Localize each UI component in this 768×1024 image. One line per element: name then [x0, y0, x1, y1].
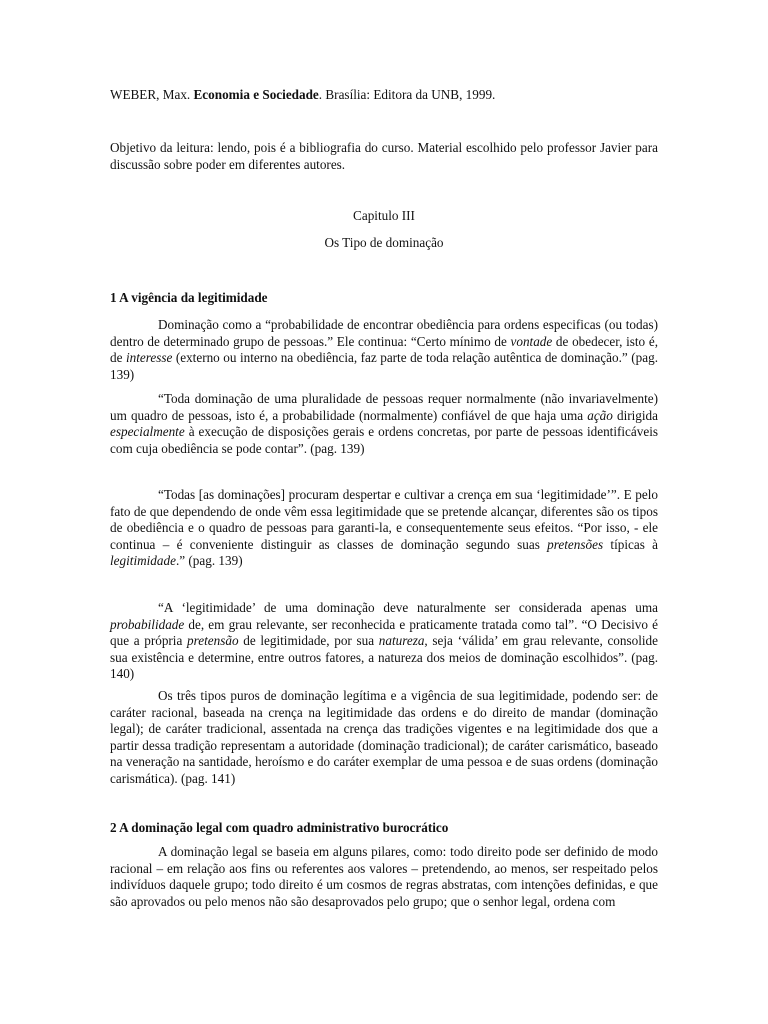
- section-heading-1: 1 A vigência da legitimidade: [110, 290, 268, 305]
- p1-italic-d: interesse: [125, 350, 173, 365]
- paragraph-6: A dominação legal se baseia em alguns pilares, como: todo direito pode ser definido de modo racional – em relação aos fins ou referentes aos valores – pretendendo, ao menos, ser respeitado pelos indivíduos daquele grupo; todo direito é um cosmos de regras abstratas, com intenções definidas, e que são aprovados ou pelo menos não são desaprovados pelo grupo; que o senhor legal, ordena com: [110, 844, 658, 909]
- p2-italic-b: ação: [587, 407, 613, 423]
- p3-text-e: .” (pag. 139): [175, 553, 243, 568]
- paragraph-3: [110, 487, 658, 570]
- paragraph-1: [110, 317, 658, 383]
- p4-text-g: , seja ‘válida’ em grau relevante, consolide sua existência e determine, entre outros fatores, a natureza dos meios de dominação escolhidos”. (pag. 140): [110, 633, 658, 681]
- paragraph-2: [110, 391, 658, 457]
- paragraph-5: Os três tipos puros de dominação legítima e a vigência de sua legitimidade, podendo ser: de caráter racional, baseada na crença na legitimidade das ordens e do direito de mandar (dominação legal); de caráter tradicional, assentada na crença das tradições vigentes e na legitimidade dos que a partir dessa tradição representam a autoridade (dominação tradicional); de caráter carismático, baseado na veneração na santidade, heroísmo e do caráter exemplar de uma pessoa e de suas ordens (dominação carismática). (pag. 141): [110, 688, 658, 786]
- reading-objective: Objetivo da leitura: lendo, pois é a bibliografia do curso. Material escolhido pelo professor Javier para discussão sobre poder em diferentes autores.: [110, 140, 658, 172]
- reference-publisher: . Brasília: Editora da UNB, 1999.: [318, 87, 496, 102]
- p4-italic-b: probabilidade: [110, 616, 185, 632]
- p4-text-c: de, em grau relevante, ser reconhecida e praticamente tratada como tal”. “O Decisivo é que a própria: [110, 616, 658, 648]
- paragraph-4: [110, 600, 658, 683]
- p3-italic-b: pretensões: [547, 536, 604, 552]
- reference-book-title: Economia e Sociedade: [193, 87, 319, 102]
- chapter-title: Os Tipo de dominação: [324, 235, 444, 250]
- reference-author: WEBER, Max.: [110, 87, 194, 102]
- p3-italic-d: legitimidade: [110, 553, 176, 568]
- p2-text-a: “Toda dominação de uma pluralidade de pessoas requer normalmente (não invariavelmente) um quadro de pessoas, isto é, a probabilidade (normalmente) confiável de que haja uma: [110, 391, 658, 423]
- p4-italic-f: natureza: [378, 633, 425, 648]
- p4-italic-d: pretensão: [187, 633, 239, 648]
- p2-text-e: à execução de disposições gerais e ordens concretas, por parte de pessoas identificáveis com cuja obediência se pode contar”. (pag. 139): [110, 424, 658, 456]
- p1-italic-b: vontade: [510, 333, 553, 349]
- p2-text-c: dirigida: [612, 407, 658, 423]
- p1-text-c: de obedecer, isto é, de: [110, 333, 658, 365]
- p3-text-c: típicas à: [603, 536, 659, 552]
- section-heading-2: 2 A dominação legal com quadro administrativo burocrático: [110, 820, 449, 835]
- p1-text-e: (externo ou interno na obediência, faz parte de toda relação autêntica de dominação.” (pag. 139): [110, 350, 659, 382]
- p4-text-e: de legitimidade, por sua: [238, 633, 379, 648]
- p2-italic-d: especialmente: [110, 424, 185, 439]
- chapter-number: Capitulo III: [353, 208, 415, 223]
- p3-text-a: “Todas [as dominações] procuram despertar e cultivar a crença em sua ‘legitimidade’”. E pelo fato de que dependendo de onde vêm essa legitimidade que se pretende alcançar, diferentes são os tipos de obediência e o quadro de pessoas para garanti-la, e consequentemente seus efeitos. “Por isso, - ele continua – é conveniente distinguir as classes de dominação segundo suas: [110, 487, 658, 552]
- p4-text-a: “A ‘legitimidade’ de uma dominação deve naturalmente ser considerada apenas uma: [158, 600, 658, 615]
- bibliographic-reference: [110, 87, 658, 104]
- p1-text-a: Dominação como a “probabilidade de encontrar obediência para ordens especificas (ou todas) dentro de determinado grupo de pessoas.” Ele continua: “Certo mínimo de: [110, 317, 658, 349]
